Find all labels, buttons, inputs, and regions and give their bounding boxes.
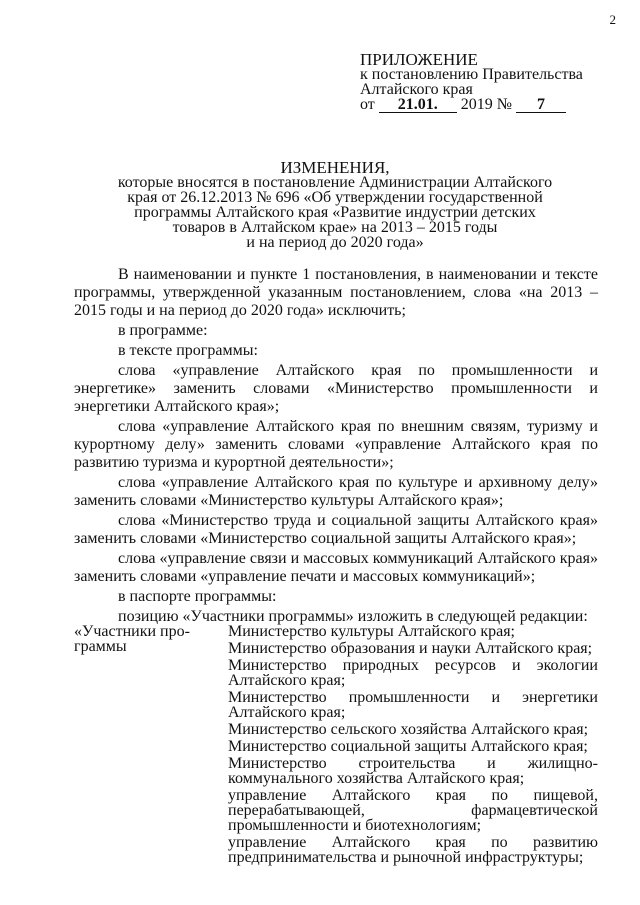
participants-list (228, 624, 598, 867)
participants-label-line: «Участники про- (74, 623, 190, 640)
participant-item: управление Алтайского края по пищевой, перерабатывающей, фармацевтической промышленности и биотехнологиям; (228, 787, 598, 834)
participant-item: Министерство промышленности и энергетики Алтайского края; (228, 689, 598, 721)
heading-line: которые вносятся в постановление Администрации Алтайского (117, 174, 553, 191)
paragraph: слова «Министерство труда и социальной защиты Алтайского края» заменить словами «Министерство социальной защиты Алтайского края»; (74, 512, 598, 547)
paragraph: слова «управление Алтайского края по внешним связям, туризму и курортному делу» заменить словами «управление Алтайского края по развитию туризма и курортной деятельности»; (74, 418, 598, 471)
document-heading (100, 160, 570, 250)
date-value: 21.01. (379, 97, 457, 113)
page-number: 2 (609, 12, 616, 27)
paragraph: в программе: (118, 322, 208, 339)
appendix-date-line (360, 97, 583, 113)
participants-label-line: граммы (74, 638, 127, 655)
heading-title: ИЗМЕНЕНИЯ, (280, 158, 390, 177)
heading-line: товаров в Алтайском крае» на 2013 – 2015 годы (172, 219, 498, 236)
participant-item: Министерство природных ресурсов и экологии Алтайского края; (228, 657, 598, 689)
paragraph: позицию «Участники программы» изложить в следующей редакции: (118, 608, 588, 625)
paragraph: слова «управление связи и массовых коммуникаций Алтайского края» заменить словами «управление печати и массовых коммуникаций»; (74, 550, 598, 585)
participants-label (74, 624, 210, 654)
heading-line: края от 26.12.2013 № 696 «Об утверждении государственной (127, 189, 543, 206)
heading-line: и на период до 2020 года» (246, 234, 424, 251)
participant-item: Министерство сельского хозяйства Алтайского края; (228, 721, 589, 738)
document-body (74, 266, 598, 628)
paragraph: в тексте программы: (118, 342, 258, 359)
participant-item: Министерство культуры Алтайского края; (228, 623, 515, 640)
participant-item: управление Алтайского края по развитию предпринимательства и рыночной инфраструктуры; (228, 834, 598, 866)
appendix-line-2: Алтайского края (360, 81, 473, 98)
date-prefix: от (360, 96, 375, 113)
participant-item: Министерство социальной защиты Алтайского края; (228, 738, 588, 755)
participant-item: Министерство образования и науки Алтайского края; (228, 640, 593, 657)
year-text: 2019 № (460, 96, 513, 113)
number-value: 7 (516, 97, 566, 113)
appendix-line-1: к постановлению Правительства (360, 66, 583, 83)
appendix-title: ПРИЛОЖЕНИЕ (360, 50, 478, 69)
paragraph: в паспорте программы: (118, 588, 277, 605)
paragraph: слова «управление Алтайского края по промышленности и энергетике» заменить словами «Министерство промышленности и энергетики Алтайского края»; (74, 362, 598, 415)
heading-line: программы Алтайского края «Развитие индустрии детских (134, 204, 536, 221)
participant-item: Министерство строительства и жилищно-коммунального хозяйства Алтайского края; (228, 755, 598, 787)
paragraph: В наименовании и пункте 1 постановления, в наименовании и тексте программы, утвержденной указанным постановлением, слова «на 2013 – 2015 годы и на период до 2020 года» исключить; (74, 266, 598, 319)
appendix-block (360, 52, 583, 113)
paragraph: слова «управление Алтайского края по культуре и архивному делу» заменить словами «Министерство культуры Алтайского края»; (74, 474, 598, 509)
